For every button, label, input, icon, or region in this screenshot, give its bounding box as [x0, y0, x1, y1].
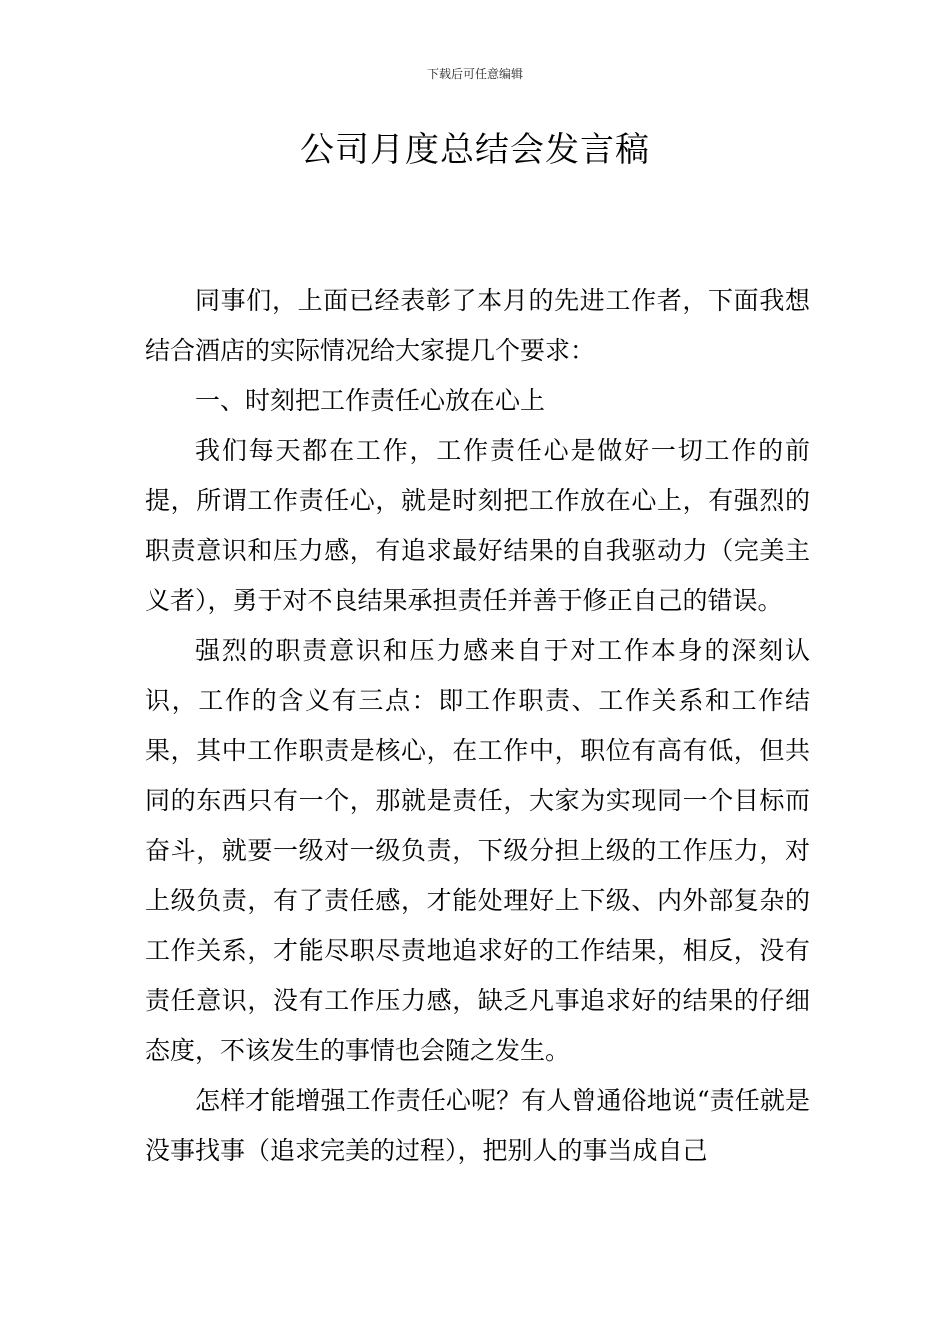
- page-title: 公司月度总结会发言稿: [300, 130, 650, 170]
- section-heading: 一、时刻把工作责任心放在心上: [195, 386, 546, 415]
- paragraph-responsibility: 我们每天都在工作，工作责任心是做好一切工作的前提，所谓工作责任心，就是时刻把工作放在心上，有强烈的职责意识和压力感，有追求最好结果的自我驱动力（完美主义者），勇于对不良结果承担责任并善于修正自己的错误。: [145, 436, 810, 615]
- document-body: [145, 276, 810, 1176]
- header-note: 下载后可任意编辑: [426, 67, 523, 81]
- paragraph-how-to: 怎样才能增强工作责任心呢？有人曾通俗地说“责任就是没事找事（追求完美的过程），把别人的事当成自己: [145, 1086, 810, 1165]
- paragraph-work-meaning: 强烈的职责意识和压力感来自于对工作本身的深刻认识，工作的含义有三点：即工作职责、工作关系和工作结果，其中工作职责是核心，在工作中，职位有高有低，但共同的东西只有一个，那就是责任，大家为实现同一个目标而奋斗，就要一级对一级负责，下级分担上级的工作压力，对上级负责，有了责任感，才能处理好上下级、内外部复杂的工作关系，才能尽职尽责地追求好的工作结果，相反，没有责任意识，没有工作压力感，缺乏凡事追求好的结果的仔细态度，不该发生的事情也会随之发生。: [145, 636, 810, 1065]
- paragraph-intro: 同事们，上面已经表彰了本月的先进工作者，下面我想结合酒店的实际情况给大家提几个要求：: [145, 286, 810, 365]
